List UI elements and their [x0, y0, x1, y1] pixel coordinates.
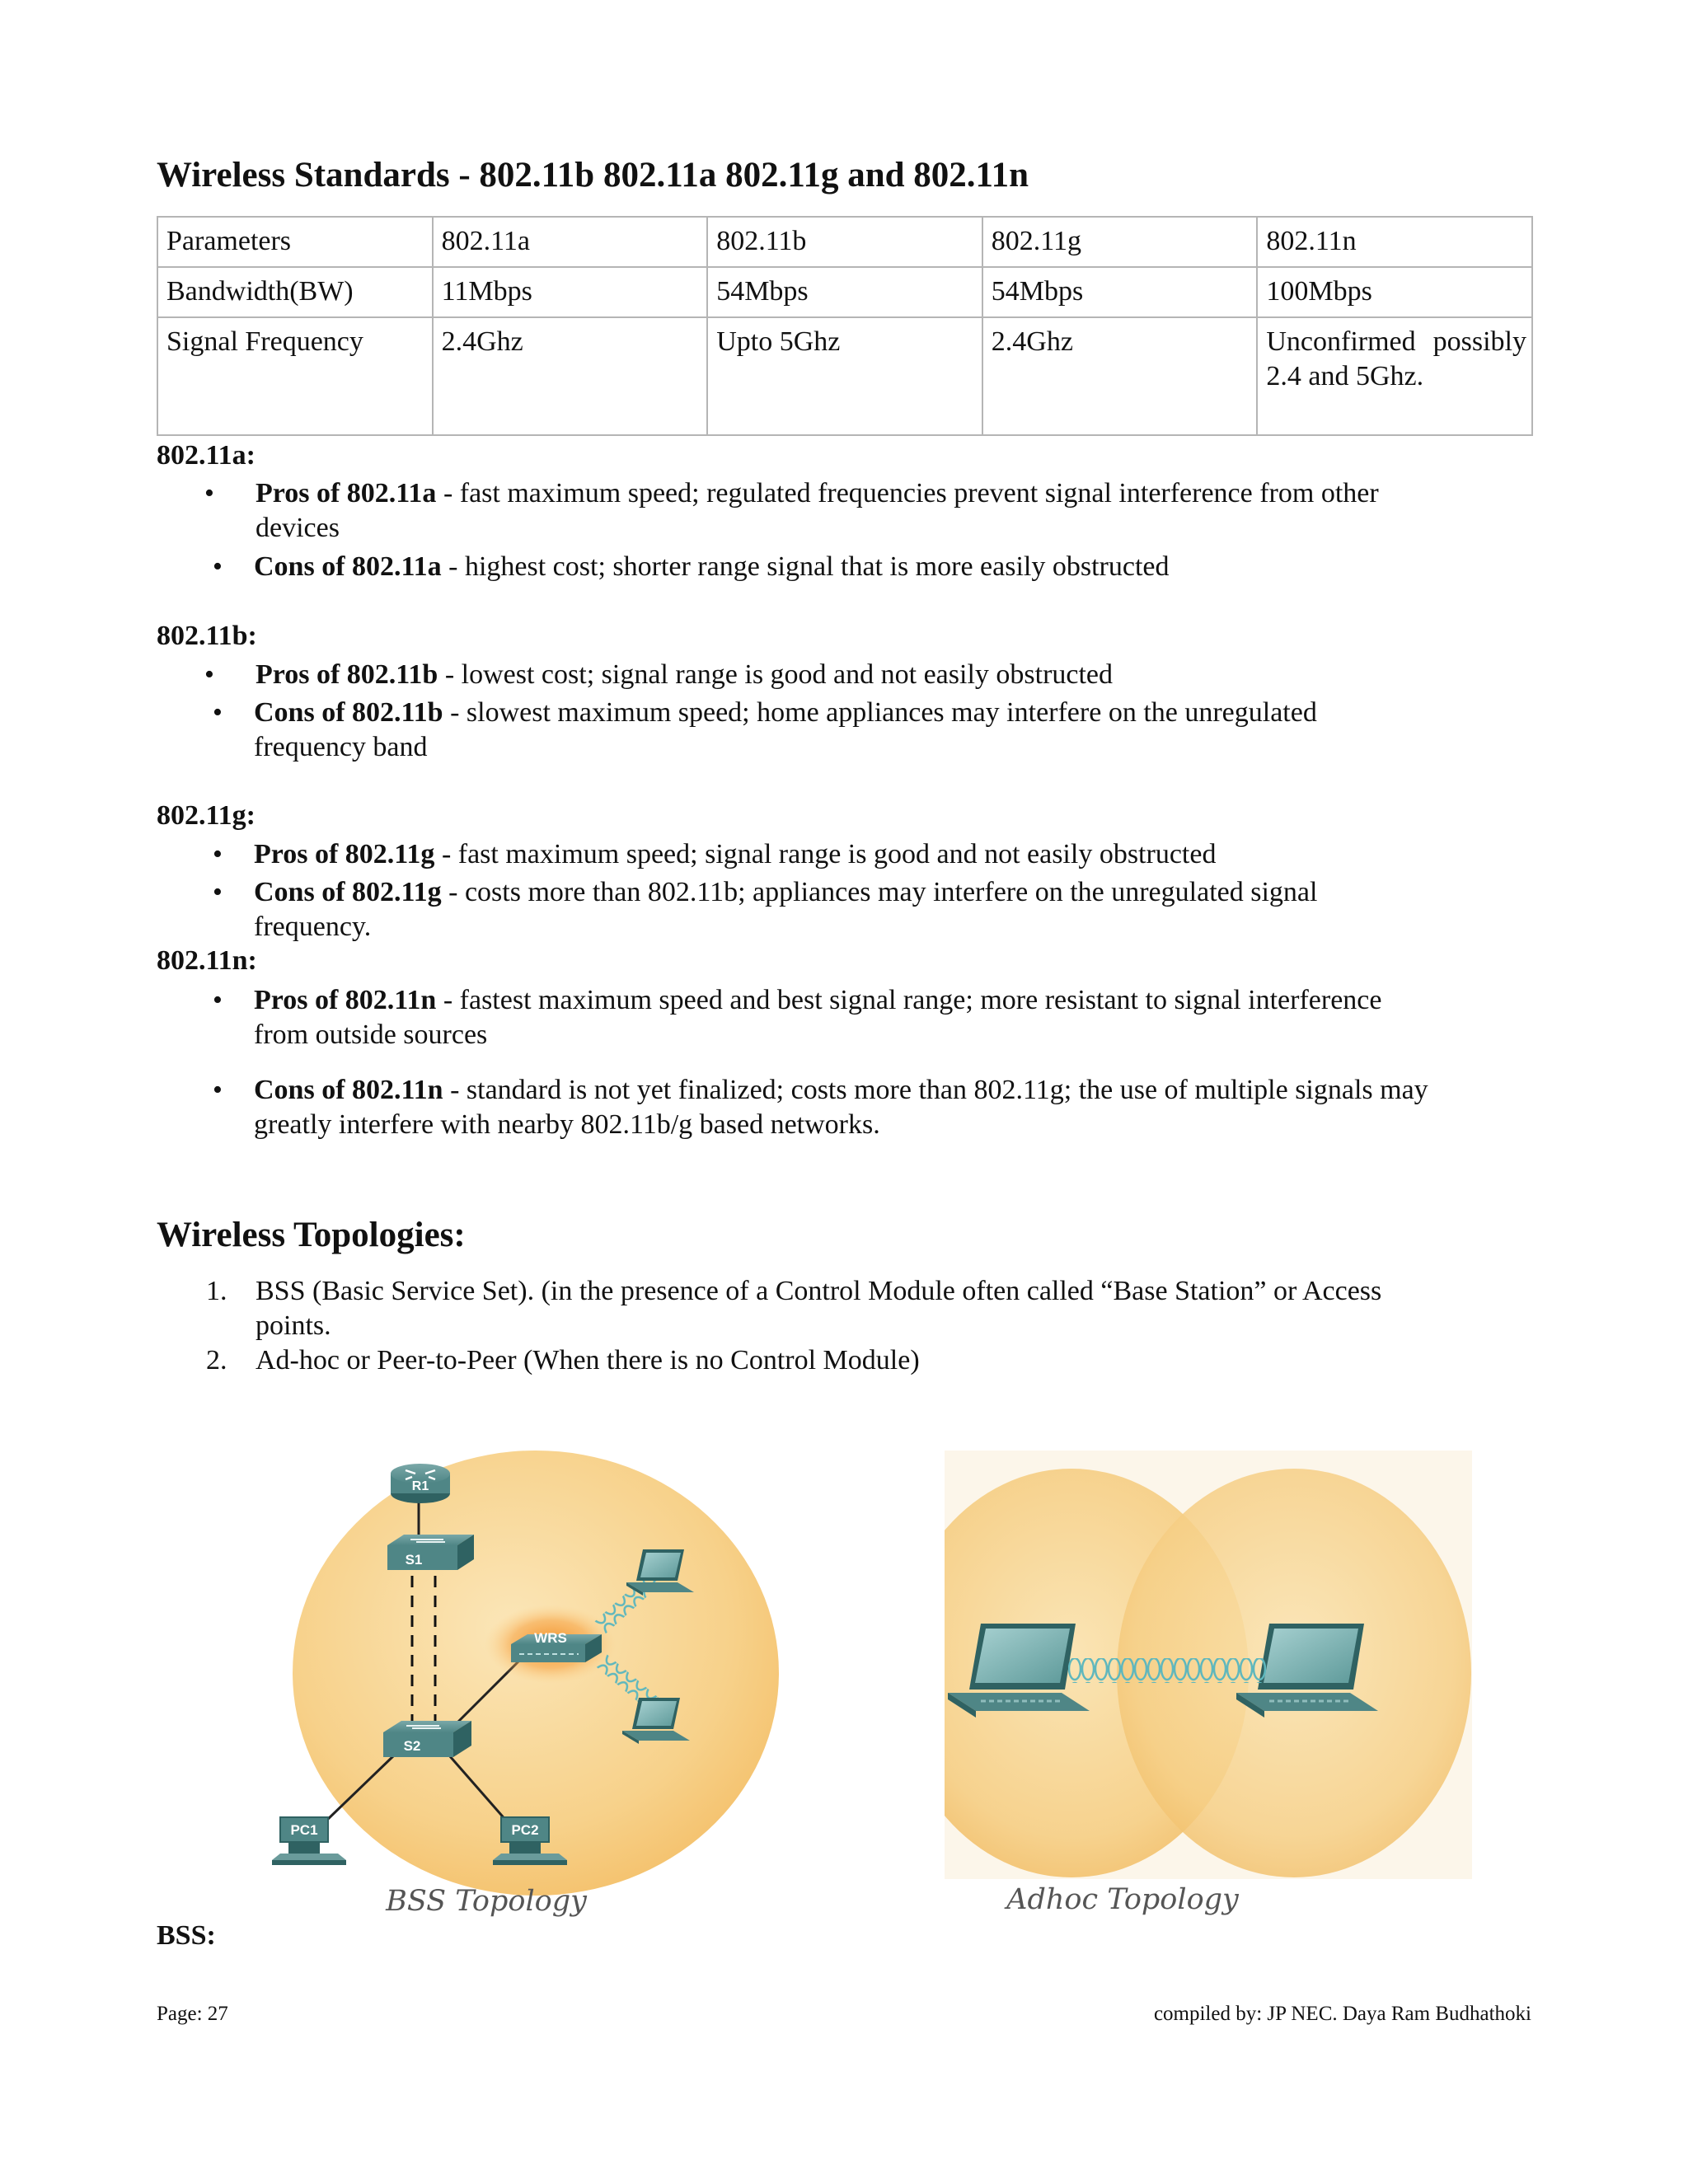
bullet-symbol: •	[204, 659, 214, 690]
wireless-router-label: WRS	[534, 1630, 567, 1646]
pros-label: Pros of 802.11g	[254, 839, 435, 869]
bullet-symbol: •	[213, 877, 223, 907]
section-heading-80211b: 802.11b:	[157, 621, 257, 651]
table-cell: 802.11b	[707, 217, 982, 267]
list-item-number: 1.	[206, 1276, 227, 1306]
table-cell: 100Mbps	[1257, 267, 1532, 317]
pros-text: - lowest cost; signal range is good and not easily obstructed	[438, 659, 1114, 690]
router-icon	[391, 1464, 450, 1503]
pros-text-cont: from outside sources	[254, 1019, 488, 1050]
adhoc-topology-caption: Adhoc Topology	[1006, 1883, 1239, 1916]
list-item-text: Ad-hoc or Peer-to-Peer (When there is no Control Module)	[256, 1345, 920, 1376]
bss-heading: BSS:	[157, 1920, 216, 1951]
page-title: Wireless Standards - 802.11b 802.11a 802.11g and 802.11n	[157, 156, 1029, 194]
table-cell: 2.4Ghz	[982, 317, 1258, 435]
pros-label: Pros of 802.11n	[254, 985, 437, 1015]
bullet-symbol: •	[213, 839, 223, 869]
pros-text: - fastest maximum speed and best signal range; more resistant to signal interference	[436, 985, 1382, 1015]
table-cell: Parameters	[157, 217, 433, 267]
table-cell: Upto 5Ghz	[707, 317, 982, 435]
bullet-symbol: •	[204, 478, 214, 509]
bullet-symbol: •	[213, 985, 223, 1015]
list-item-number: 2.	[206, 1345, 227, 1376]
table-cell: 802.11a	[433, 217, 708, 267]
topologies-heading: Wireless Topologies:	[157, 1216, 466, 1254]
table-cell: Unconfirmed possibly 2.4 and 5Ghz.	[1257, 317, 1532, 435]
wireless-signal-icon	[1068, 1658, 1266, 1683]
cons-text-cont: greatly interfere with nearby 802.11b/g based networks.	[254, 1109, 880, 1140]
table-cell: 802.11n	[1257, 217, 1532, 267]
switch-icon	[387, 1535, 474, 1570]
router-label: R1	[411, 1479, 429, 1493]
pros-label: Pros of 802.11a	[256, 478, 437, 509]
cons-text: - costs more than 802.11b; appliances may interfere on the unregulated signal	[441, 877, 1318, 907]
section-heading-80211g: 802.11g:	[157, 800, 256, 831]
table-cell: 54Mbps	[982, 267, 1258, 317]
list-item-text: BSS (Basic Service Set). (in the presence of a Control Module often called “Base Station” or Access	[256, 1276, 1382, 1306]
table-cell: 2.4Ghz	[433, 317, 708, 435]
table-cell: 11Mbps	[433, 267, 708, 317]
cons-text-cont: frequency.	[254, 912, 372, 942]
cons-label: Cons of 802.11n	[254, 1075, 443, 1105]
pros-text: - fast maximum speed; regulated frequencies prevent signal interference from other	[436, 478, 1379, 509]
bullet-symbol: •	[213, 1075, 223, 1105]
cons-label: Cons of 802.11a	[254, 551, 442, 582]
table-cell: Signal Frequency	[157, 317, 433, 435]
switch-icon	[383, 1721, 471, 1757]
section-heading-80211n: 802.11n:	[157, 945, 257, 976]
switch-label: S2	[403, 1738, 421, 1754]
pc-icon	[272, 1817, 346, 1865]
cons-text: - slowest maximum speed; home appliances may interfere on the unregulated	[443, 697, 1317, 728]
pros-label: Pros of 802.11b	[256, 659, 438, 690]
list-item-text-cont: points.	[256, 1310, 331, 1341]
cons-label: Cons of 802.11g	[254, 877, 442, 907]
bullet-symbol: •	[213, 697, 223, 728]
footer-credit: compiled by: JP NEC. Daya Ram Budhathoki	[1153, 2003, 1531, 2025]
pros-text-cont: devices	[256, 513, 340, 543]
table-cell: 54Mbps	[707, 267, 982, 317]
pc-label: PC2	[511, 1822, 539, 1838]
cons-text: - highest cost; shorter range signal that is more easily obstructed	[441, 551, 1170, 582]
cons-label: Cons of 802.11b	[254, 697, 443, 728]
table-cell: 802.11g	[982, 217, 1258, 267]
cons-text-cont: frequency band	[254, 732, 428, 762]
switch-label: S1	[405, 1552, 423, 1568]
cons-text: - standard is not yet finalized; costs more than 802.11g; the use of multiple signals may	[443, 1075, 1428, 1105]
section-heading-80211a: 802.11a:	[157, 440, 256, 471]
bss-topology-caption: BSS Topology	[386, 1885, 587, 1918]
table-cell: Bandwidth(BW)	[157, 267, 433, 317]
pc-label: PC1	[290, 1822, 318, 1838]
bullet-symbol: •	[213, 551, 223, 582]
pros-text: - fast maximum speed; signal range is good and not easily obstructed	[434, 839, 1217, 869]
page-number: Page: 27	[157, 2003, 228, 2025]
